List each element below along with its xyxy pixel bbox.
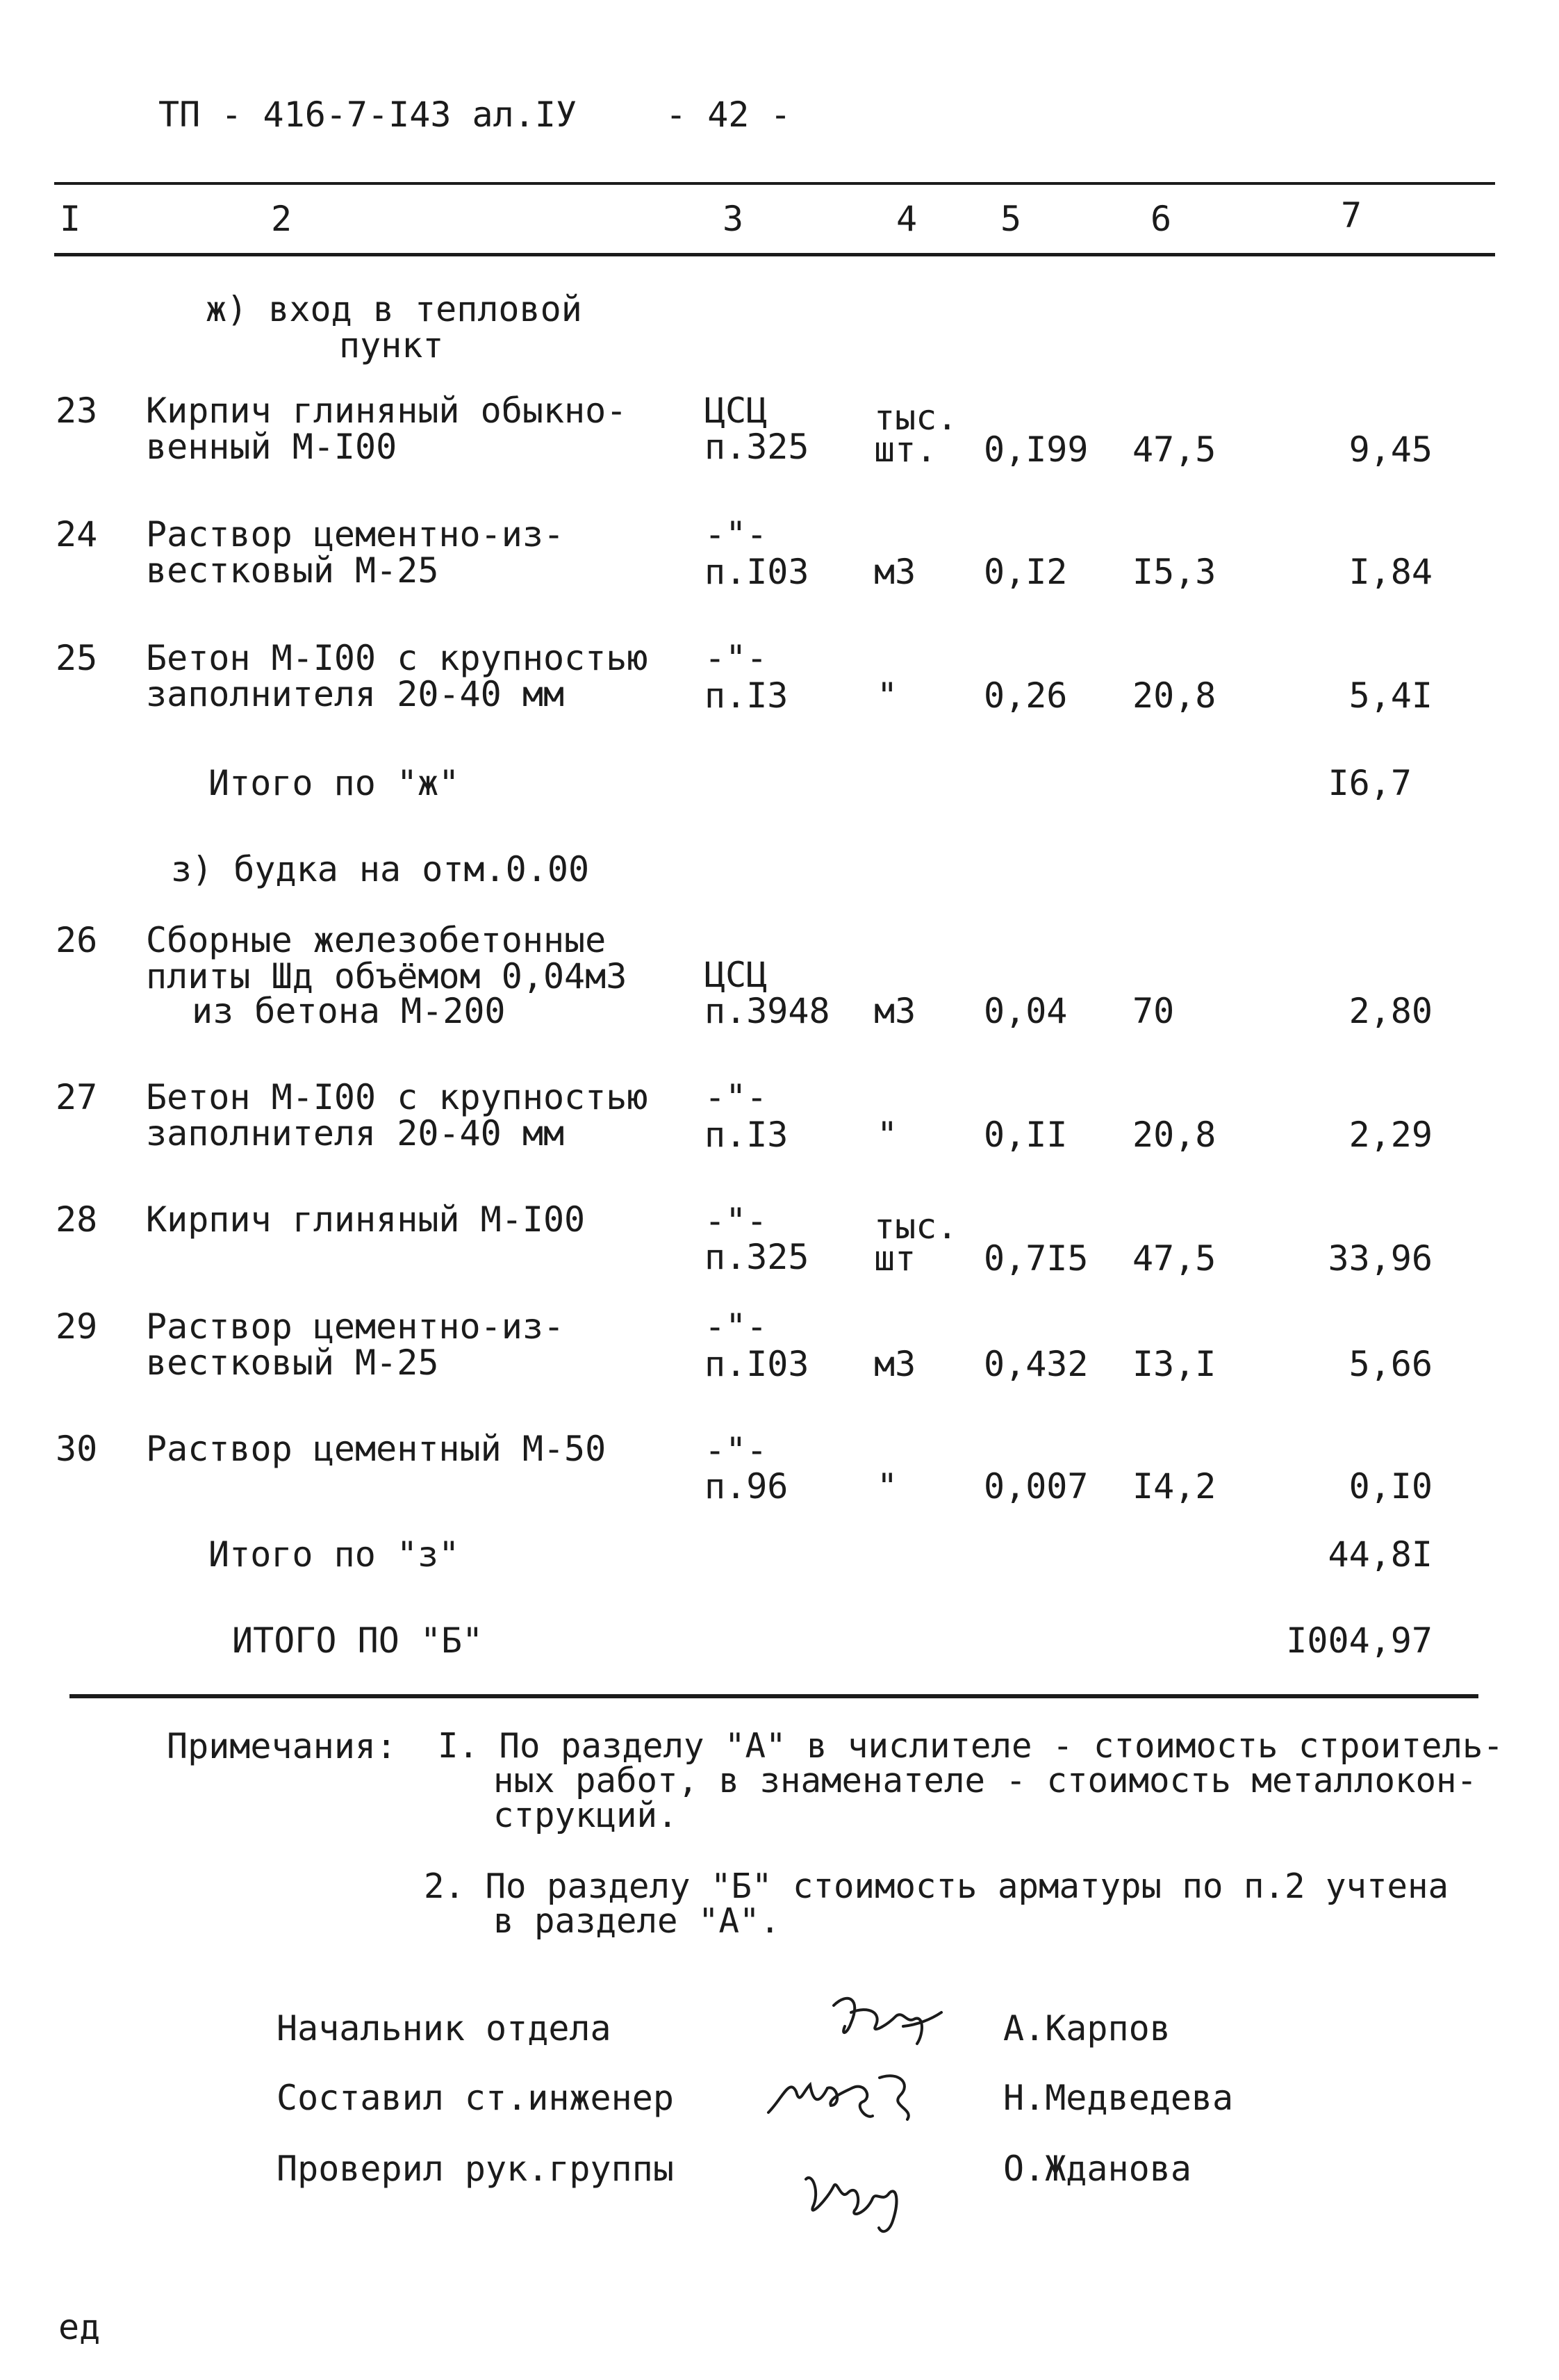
row-name: Раствор цементно-из- — [146, 514, 565, 555]
row-total: 9,45 — [1348, 429, 1433, 470]
footer-mark: ед — [58, 2307, 101, 2347]
row-source: п.I3 — [704, 675, 789, 716]
subtotal-label-zh: Итого по "ж" — [208, 763, 460, 803]
row-number: 27 — [56, 1077, 98, 1117]
signatory-role: Составил ст.инженер — [277, 2078, 674, 2118]
row-source: -"- — [704, 1077, 768, 1117]
row-name: Бетон М-I00 с крупностью — [146, 1077, 648, 1117]
row-source: -"- — [704, 638, 768, 678]
section-title-z: з) будка на отм.0.00 — [171, 849, 590, 889]
grand-total-value: I004,97 — [1286, 1620, 1433, 1661]
row-name: Бетон М-I00 с крупностью — [146, 638, 648, 678]
row-number: 23 — [56, 391, 98, 431]
column-header-1: I — [60, 199, 81, 239]
page-number: - 42 - — [666, 95, 791, 135]
column-header-7: 7 — [1341, 195, 1362, 236]
row-name: заполнителя 20-40 мм — [146, 1113, 565, 1154]
row-name: венный М-I00 — [146, 427, 397, 467]
signatory-name: Н.Медведева — [1003, 2078, 1234, 2118]
header-bottom-rule — [54, 253, 1495, 256]
row-unit: " — [877, 1466, 898, 1507]
notes-label: Примечания: — [167, 1726, 397, 1766]
row-source: п.3948 — [704, 991, 830, 1031]
row-source: -"- — [704, 514, 768, 555]
row-quantity: 0,7I5 — [984, 1238, 1089, 1279]
row-total: 2,29 — [1348, 1115, 1433, 1155]
row-source: ЦСЦ — [704, 955, 768, 995]
signatory-name: А.Карпов — [1003, 2008, 1171, 2049]
column-header-4: 4 — [896, 199, 918, 239]
row-unit: " — [877, 675, 898, 716]
row-total: 5,4I — [1348, 675, 1433, 716]
subtotal-value-z: 44,8I — [1328, 1534, 1433, 1575]
signatory-role: Начальник отдела — [277, 2008, 611, 2049]
row-number: 30 — [56, 1429, 98, 1469]
row-source: п.I03 — [704, 1344, 809, 1384]
row-total: 5,66 — [1348, 1344, 1433, 1384]
row-source: п.I03 — [704, 552, 809, 592]
row-name: Раствор цементный М-50 — [146, 1429, 607, 1469]
row-unit: шт — [874, 1238, 916, 1279]
row-source: п.325 — [704, 427, 809, 467]
row-name: Раствор цементно-из- — [146, 1306, 565, 1347]
row-name: Кирпич глиняный М-I00 — [146, 1199, 586, 1240]
row-number: 24 — [56, 514, 98, 555]
row-total: 2,80 — [1348, 991, 1433, 1031]
row-source: ЦСЦ — [704, 391, 768, 431]
row-source: -"- — [704, 1201, 768, 1241]
row-unit: " — [877, 1115, 898, 1155]
subtotal-label-z: Итого по "з" — [208, 1534, 460, 1575]
row-name: вестковый М-25 — [146, 550, 439, 591]
row-unit: тыс. — [874, 1206, 958, 1247]
row-quantity: 0,II — [984, 1115, 1068, 1155]
row-quantity: 0,26 — [984, 675, 1068, 716]
row-price: 20,8 — [1132, 1115, 1216, 1155]
grand-total-label: ИТОГО ПО "Б" — [232, 1620, 484, 1661]
note-2: 2. По разделу "Б" стоимость арматуры по п.2 учтена — [424, 1866, 1449, 1906]
note-1-cont: струкций. — [493, 1796, 678, 1835]
row-price: 20,8 — [1132, 675, 1216, 716]
column-header-2: 2 — [271, 199, 292, 239]
row-name: заполнителя 20-40 мм — [146, 674, 565, 714]
row-number: 28 — [56, 1199, 98, 1240]
column-header-6: 6 — [1150, 199, 1172, 239]
row-source: п.I3 — [704, 1115, 789, 1155]
row-total: I,84 — [1348, 552, 1433, 592]
row-unit: м3 — [874, 552, 916, 592]
row-price: I5,3 — [1132, 552, 1216, 592]
row-price: I3,I — [1132, 1344, 1216, 1384]
signature-zhdanova — [792, 2151, 931, 2242]
section-title-zh: ж) вход в тепловой — [206, 289, 582, 329]
row-unit: м3 — [874, 991, 916, 1031]
row-price: 47,5 — [1132, 429, 1216, 470]
signatory-name: О.Жданова — [1003, 2149, 1191, 2189]
row-source: -"- — [704, 1430, 768, 1470]
row-quantity: 0,432 — [984, 1344, 1089, 1384]
subtotal-value-zh: I6,7 — [1328, 763, 1412, 803]
row-source: -"- — [704, 1306, 768, 1347]
section-title-zh-line2: пункт — [339, 325, 444, 366]
row-name: Кирпич глиняный обыкно- — [146, 391, 627, 431]
row-source: п.325 — [704, 1237, 809, 1277]
row-price: 47,5 — [1132, 1238, 1216, 1279]
row-number: 26 — [56, 920, 98, 960]
document-code: ТП - 416-7-I43 ал.IУ — [158, 95, 577, 135]
column-header-5: 5 — [1000, 199, 1022, 239]
row-name: вестковый М-25 — [146, 1343, 439, 1383]
row-number: 25 — [56, 638, 98, 678]
row-unit: м3 — [874, 1344, 916, 1384]
row-unit: шт. — [874, 429, 937, 470]
row-unit: тыс. — [874, 397, 958, 438]
row-total: 0,I0 — [1348, 1466, 1433, 1507]
row-name: плиты Шд объёмом 0,04м3 — [146, 956, 627, 996]
column-header-3: 3 — [723, 199, 744, 239]
row-quantity: 0,I2 — [984, 552, 1068, 592]
signature-medvedeva — [761, 2050, 942, 2133]
row-name: Сборные железобетонные — [146, 920, 607, 960]
note-1: I. По разделу "А" в числителе - стоимость строитель- — [438, 1726, 1504, 1766]
row-quantity: 0,007 — [984, 1466, 1089, 1507]
row-number: 29 — [56, 1306, 98, 1347]
row-quantity: 0,04 — [984, 991, 1068, 1031]
row-source: п.96 — [704, 1466, 789, 1507]
row-quantity: 0,I99 — [984, 429, 1089, 470]
row-total: 33,96 — [1328, 1238, 1433, 1279]
table-bottom-rule — [69, 1694, 1478, 1698]
row-price: I4,2 — [1132, 1466, 1216, 1507]
signatory-role: Проверил рук.группы — [277, 2149, 674, 2189]
table-top-rule — [54, 182, 1495, 185]
row-name: из бетона М-200 — [192, 991, 506, 1031]
row-price: 70 — [1132, 991, 1175, 1031]
note-2-cont: в разделе "А". — [493, 1901, 781, 1941]
note-1-cont: ных работ, в знаменателе - стоимость металлокон- — [493, 1761, 1478, 1800]
